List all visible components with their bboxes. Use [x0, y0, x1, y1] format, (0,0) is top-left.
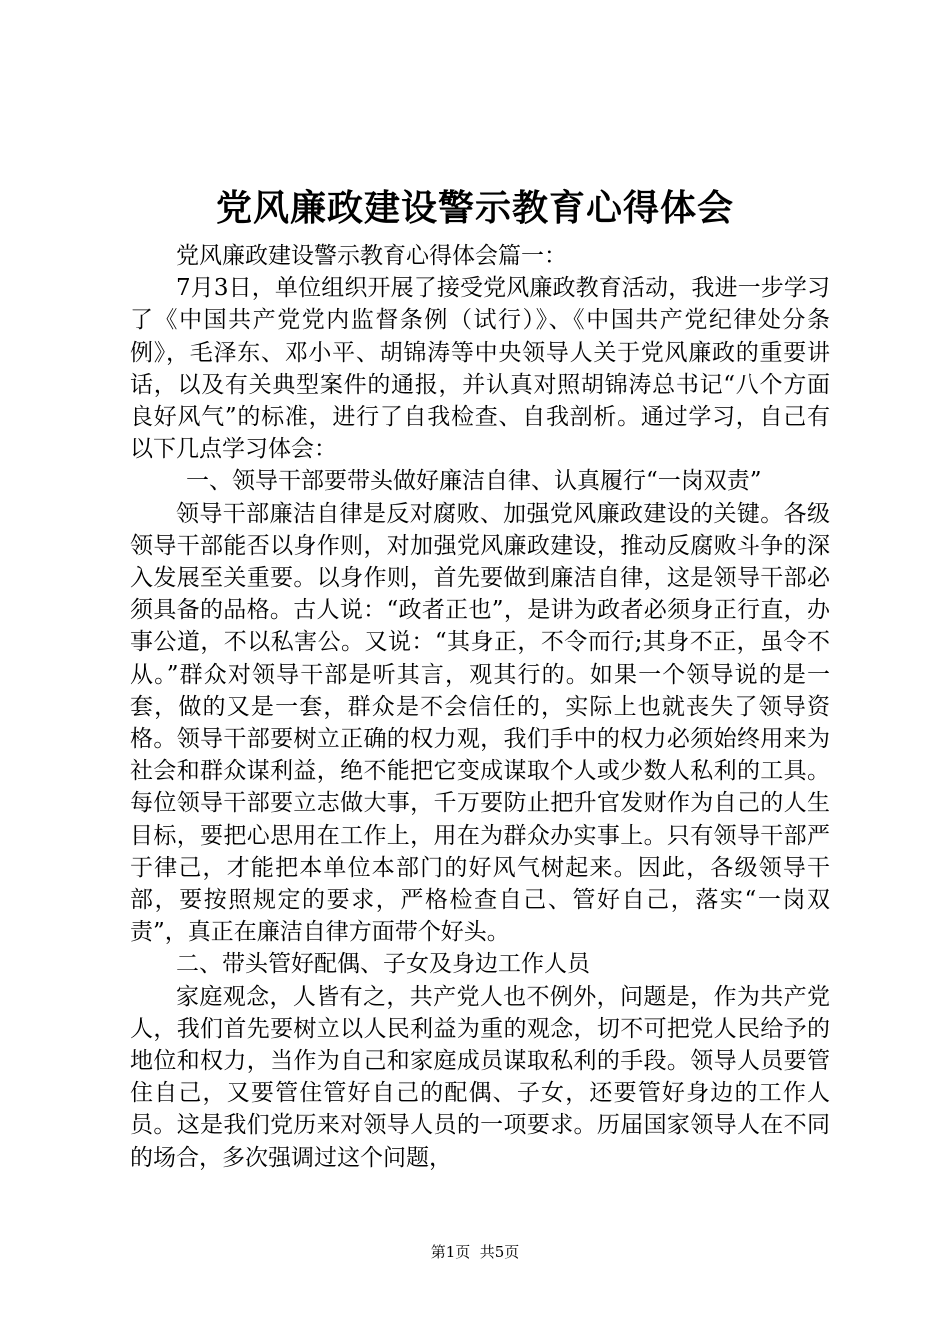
section-heading: 一、领导干部要带头做好廉洁自律、认真履行“一岗双责” — [186, 468, 762, 495]
body-paragraph: 7月3日，单位组织开展了接受党风廉政教育活动，我进一步学习了《中国共产党党内监督条例（试行）》、《中国共产党纪律处分条例》，毛泽东、邓小平、胡锦涛等中央领导人关于党风廉政的重要讲话，以及有关典型案件的通报，并认真对照胡锦涛总书记“八个方面良好风气”的标准，进行了自我检查、自我剖析。通过学习，自己有以下几点学习体会： — [130, 275, 830, 463]
document-body — [130, 240, 830, 1174]
body-paragraph: 家庭观念，人皆有之，共产党人也不例外，问题是，作为共产党人，我们首先要树立以人民利益为重的观念，切不可把党人民给予的地位和权力，当作为自己和家庭成员谋取私利的手段。领导人员要管住自己，又要管住管好自己的配偶、子女，还要管好身边的工作人员。这是我们党历来对领导人员的一项要求。历届国家领导人在不同的场合，多次强调过这个问题， — [130, 983, 830, 1171]
page-number: 第1页 共5页 — [430, 1243, 520, 1261]
page-footer — [0, 1242, 950, 1262]
document-title: 党风廉政建设警示教育心得体会 — [215, 187, 734, 229]
section-intro-paragraph: 党风廉政建设警示教育心得体会篇一： — [176, 243, 567, 269]
section-heading: 二、带头管好配偶、子女及身边工作人员 — [176, 951, 590, 978]
body-paragraph: 领导干部廉洁自律是反对腐败、加强党风廉政建设的关键。各级领导干部能否以身作则，对加强党风廉政建设，推动反腐败斗争的深入发展至关重要。以身作则，首先要做到廉洁自律，这是领导干部必须具备的品格。古人说：“政者正也”，是讲为政者必须身正行直，办事公道，不以私害公。又说：“其身正，不令而行;其身不正，虽令不从。”群众对领导干部是听其言，观其行的。如果一个领导说的是一套，做的又是一套，群众是不会信任的，实际上也就丧失了领导资格。领导干部要树立正确的权力观，我们手中的权力必须始终用来为社会和群众谋利益，绝不能把它变成谋取个人或少数人私利的工具。每位领导干部要立志做大事，千万要防止把升官发财作为自己的人生目标，要把心思用在工作上，用在为群众办实事上。只有领导干部严于律己，才能把本单位本部门的好风气树起来。因此，各级领导干部，要按照规定的要求，严格检查自己、管好自己，落实“一岗双责”，真正在廉洁自律方面带个好头。 — [130, 500, 830, 946]
